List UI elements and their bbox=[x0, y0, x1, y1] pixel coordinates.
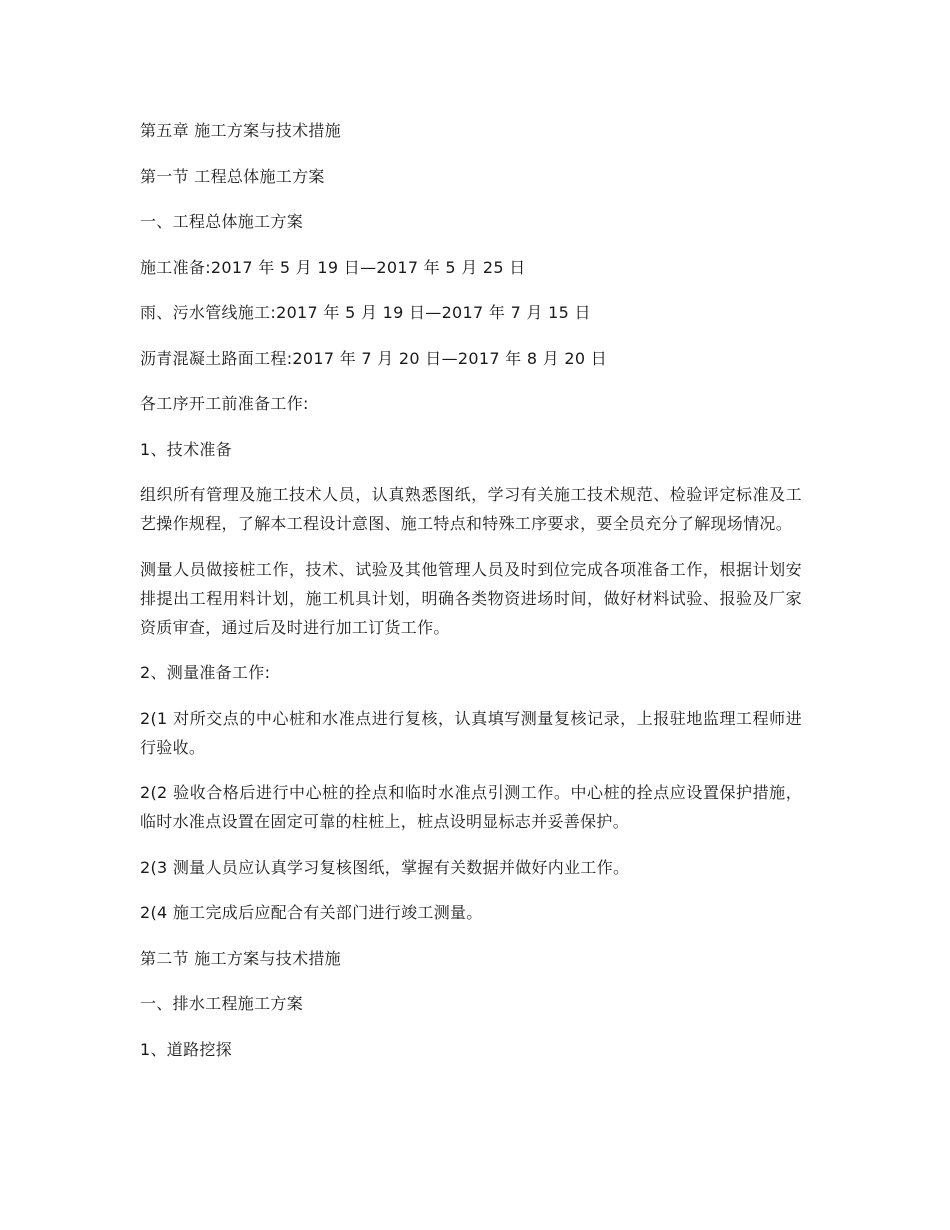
survey-item: 2(1 对所交点的中心桩和水准点进行复核，认真填写测量复核记录，上报驻地监理工程师进行验收。 bbox=[140, 708, 802, 757]
schedule-item: 施工准备:2017 年 5 月 19 日—2017 年 5 月 25 日 bbox=[140, 257, 526, 277]
section-title: 第一节 工程总体施工方案 bbox=[140, 166, 325, 186]
tech-prep-paragraph: 测量人员做接桩工作，技术、试验及其他管理人员及时到位完成各项准备工作，根据计划安排提出工程用料计划，施工机具计划，明确各类物资进场时间，做好材料试验、报验及厂家资质审查，通过后及时进行加工订货工作。 bbox=[140, 559, 802, 637]
schedule-item: 雨、污水管线施工:2017 年 5 月 19 日—2017 年 7 月 15 日 bbox=[140, 303, 591, 322]
document-body bbox=[140, 116, 802, 1064]
tech-prep-paragraph: 组织所有管理及施工技术人员，认真熟悉图纸，学习有关施工技术规范、检验评定标准及工艺操作规程，了解本工程设计意图、施工特点和特殊工序要求，要全员充分了解现场情况。 bbox=[140, 485, 802, 533]
survey-item: 2(4 施工完成后应配合有关部门进行竣工测量。 bbox=[140, 903, 483, 922]
subsection-heading: 一、排水工程施工方案 bbox=[140, 994, 304, 1013]
tech-prep-heading: 1、技术准备 bbox=[140, 439, 232, 459]
survey-item: 2(2 验收合格后进行中心桩的拴点和临时水准点引测工作。中心桩的拴点应设置保护措施，临时水准点设置在固定可靠的柱桩上，桩点设明显标志并妥善保护。 bbox=[140, 783, 802, 831]
chapter-title: 第五章 施工方案与技术措施 bbox=[140, 121, 341, 140]
survey-item: 2(3 测量人员应认真学习复核图纸，掌握有关数据并做好内业工作。 bbox=[140, 857, 630, 877]
section-title: 第二节 施工方案与技术措施 bbox=[140, 948, 341, 968]
prep-intro: 各工序开工前准备工作: bbox=[140, 394, 309, 413]
schedule-item: 沥青混凝土路面工程:2017 年 7 月 20 日—2017 年 8 月 20 日 bbox=[140, 348, 608, 368]
subsection-heading: 一、工程总体施工方案 bbox=[140, 212, 304, 231]
item-heading: 1、道路挖探 bbox=[140, 1039, 232, 1059]
survey-heading: 2、测量准备工作: bbox=[140, 663, 271, 682]
